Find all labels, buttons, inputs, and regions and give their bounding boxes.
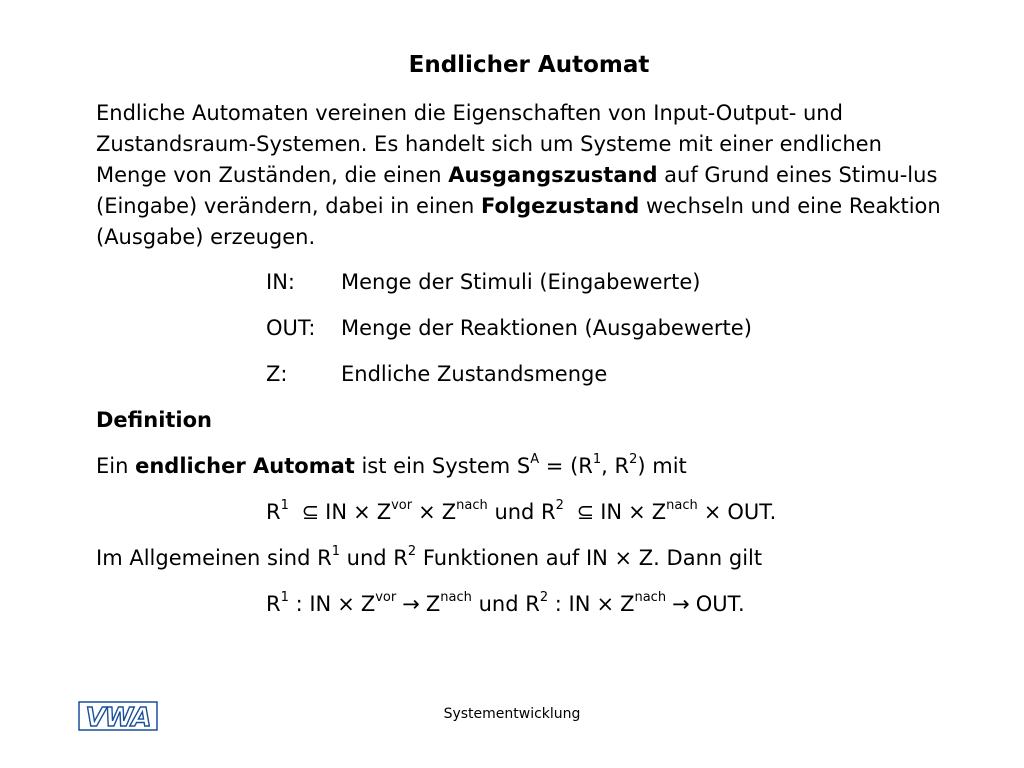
intro-text-1: Endliche Automaten vereinen die Eigenschaften von Input-Output- und Zustandsraum-Systemen. Es handelt sich um Systeme mit einer endlichen Menge von Zuständen, die einen [96, 101, 882, 187]
f1-z: Z [441, 500, 457, 524]
intro-text-3: wechseln und eine Reaktion (Ausgabe) erzeugen. [96, 194, 941, 249]
f2-sup1: 1 [280, 590, 289, 606]
def-sup-1: 1 [592, 452, 602, 468]
footer-text: Systementwicklung [443, 706, 581, 722]
formula-functions [266, 592, 745, 616]
intro-bold-folgezustand: Folgezustand [481, 194, 640, 218]
intro-paragraph [96, 98, 956, 253]
f1-times: × [418, 500, 436, 524]
gen-mid: und R [340, 546, 408, 570]
formula-relations [266, 500, 776, 524]
definition-sentence [96, 454, 687, 478]
f1-in: IN [325, 500, 348, 524]
f2-arrow: → [402, 592, 420, 616]
f2-sup2: 2 [539, 590, 549, 606]
f2-times: × [337, 592, 355, 616]
f2-und: und R [478, 592, 540, 616]
definition-out [266, 316, 752, 340]
f2-nach: nach [440, 590, 472, 606]
definition-text: Menge der Stimuli (Eingabewerte) [341, 270, 701, 294]
definition-label: IN: [266, 270, 295, 294]
f1-nach: nach [666, 498, 698, 514]
f2-colon: : [295, 592, 303, 616]
f1-r: R [266, 500, 281, 524]
definition-in [266, 270, 700, 294]
logo-text: VWA [85, 703, 151, 732]
intro-bold-ausgangszustand: Ausgangszustand [448, 163, 658, 187]
definition-label: OUT: [266, 316, 316, 340]
definition-label: Z: [266, 362, 288, 386]
f1-sup2: 2 [555, 498, 564, 514]
f1-subset-symbol: ⊆ [301, 500, 320, 524]
f1-und: und R [494, 500, 556, 524]
def-bold-term: endlicher Automat [135, 454, 355, 478]
def-eq: = (R [539, 454, 593, 478]
f2-colon: : [554, 592, 562, 616]
f1-vor: vor [391, 498, 413, 514]
definition-text: Endliche Zustandsmenge [341, 362, 608, 386]
definition-heading: Definition [96, 408, 213, 432]
f2-in: IN [309, 592, 332, 616]
f1-times: × [703, 500, 722, 524]
f2-z: Z [620, 592, 635, 616]
f1-nach: nach [456, 498, 488, 514]
f1-in: IN [600, 500, 623, 524]
def-sup-a: A [530, 452, 540, 468]
def-end: ) mit [637, 454, 687, 478]
f2-z: Z [425, 592, 441, 616]
f2-in: IN [568, 592, 591, 616]
f2-nach: nach [634, 590, 667, 606]
definition-z [266, 362, 607, 386]
f2-z: Z [360, 592, 376, 616]
general-statement [96, 546, 762, 570]
f1-out: OUT. [727, 500, 777, 524]
f2-arrow: → [672, 592, 690, 616]
gen-sup1: 1 [331, 544, 340, 560]
gen-suffix: Funktionen auf IN × Z. Dann gilt [416, 546, 763, 570]
f1-subset-symbol: ⊆ [576, 500, 595, 524]
f1-times: × [628, 500, 646, 524]
slide-title: Endlicher Automat [408, 52, 650, 78]
definition-text: Menge der Reaktionen (Ausgabewerte) [341, 316, 752, 340]
f2-times: × [596, 592, 615, 616]
f1-times: × [353, 500, 371, 524]
f2-r: R [266, 592, 281, 616]
f1-sup1: 1 [280, 498, 289, 514]
gen-sup2: 2 [407, 544, 417, 560]
def-suffix: ist ein System S [354, 454, 531, 478]
f1-z: Z [376, 500, 392, 524]
f2-out: OUT. [695, 592, 745, 616]
gen-prefix: Im Allgemeinen sind R [96, 546, 332, 570]
def-comma: , R [601, 454, 630, 478]
intro-text-2: auf Grund eines Stimu-lus (Eingabe) verändern, dabei in einen [96, 163, 938, 218]
def-prefix: Ein [96, 454, 136, 478]
f1-z: Z [651, 500, 667, 524]
f2-vor: vor [375, 590, 397, 606]
def-sup-2: 2 [629, 452, 638, 468]
